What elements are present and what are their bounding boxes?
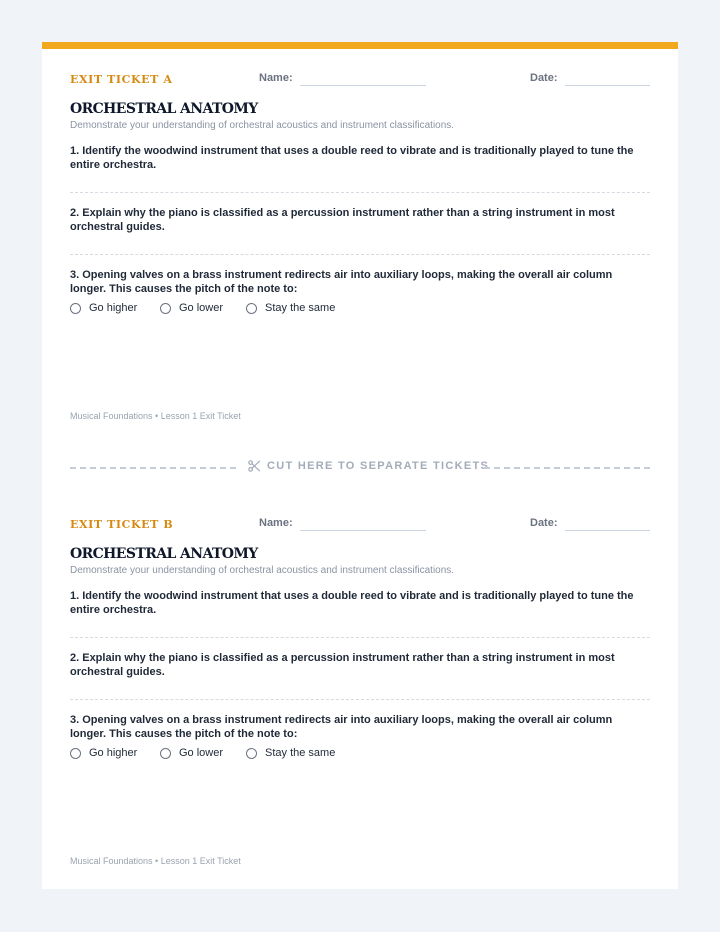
ticket-title: ORCHESTRAL ANATOMY bbox=[70, 546, 258, 562]
answer-divider bbox=[70, 699, 650, 700]
answer-divider bbox=[70, 254, 650, 255]
ticket-footer: Musical Foundations • Lesson 1 Exit Ticket bbox=[70, 856, 241, 866]
radio-button[interactable] bbox=[70, 303, 81, 314]
option-go-lower[interactable] bbox=[160, 302, 223, 314]
ticket-title: ORCHESTRAL ANATOMY bbox=[70, 101, 258, 117]
option-go-lower[interactable] bbox=[160, 747, 223, 759]
option-label: Go lower bbox=[179, 302, 224, 314]
question-2: 2. Explain why the piano is classified as a percussion instrument rather than a string instrument in most orchestral guides. bbox=[70, 652, 615, 678]
radio-button[interactable] bbox=[160, 748, 171, 759]
question-3: 3. Opening valves on a brass instrument redirects air into auxiliary loops, making the overall air column longer. This causes the pitch of the note to: bbox=[70, 714, 613, 740]
option-stay-the-same[interactable] bbox=[246, 747, 335, 759]
ticket-subtitle: Demonstrate your understanding of orchestral acoustics and instrument classifications. bbox=[70, 120, 455, 131]
scissors-icon bbox=[248, 460, 260, 472]
option-label: Stay the same bbox=[265, 302, 336, 314]
ticket-subtitle: Demonstrate your understanding of orchestral acoustics and instrument classifications. bbox=[70, 565, 455, 576]
option-stay-the-same[interactable] bbox=[246, 302, 335, 314]
question-1: 1. Identify the woodwind instrument that uses a double reed to vibrate and is traditionally played to tune the entire orchestra. bbox=[70, 145, 634, 171]
cut-text: CUT HERE TO SEPARATE TICKETS bbox=[267, 460, 490, 472]
question-2: 2. Explain why the piano is classified as a percussion instrument rather than a string instrument in most orchestral guides. bbox=[70, 207, 615, 233]
option-label: Go lower bbox=[179, 747, 224, 759]
name-label: Name: bbox=[259, 517, 293, 529]
option-label: Stay the same bbox=[265, 747, 336, 759]
ticket-header bbox=[70, 515, 650, 533]
ticket-label: EXIT TICKET A bbox=[70, 73, 173, 86]
question-3: 3. Opening valves on a brass instrument redirects air into auxiliary loops, making the overall air column longer. This causes the pitch of the note to: bbox=[70, 269, 613, 295]
date-label: Date: bbox=[530, 72, 558, 84]
radio-button[interactable] bbox=[160, 303, 171, 314]
cut-line bbox=[70, 460, 650, 474]
answer-divider bbox=[70, 192, 650, 193]
answer-divider bbox=[70, 637, 650, 638]
ticket-header bbox=[70, 70, 650, 88]
option-label: Go higher bbox=[89, 302, 138, 314]
ticket-footer: Musical Foundations • Lesson 1 Exit Ticket bbox=[70, 411, 241, 421]
cut-dash-left bbox=[70, 467, 236, 469]
name-field[interactable] bbox=[300, 530, 426, 531]
date-field[interactable] bbox=[565, 530, 650, 531]
date-field[interactable] bbox=[565, 85, 650, 86]
answer-options bbox=[70, 747, 650, 761]
date-label: Date: bbox=[530, 517, 558, 529]
name-label: Name: bbox=[259, 72, 293, 84]
cut-dash-right bbox=[484, 467, 650, 469]
radio-button[interactable] bbox=[246, 303, 257, 314]
cut-label bbox=[248, 460, 489, 472]
worksheet-page bbox=[42, 42, 678, 889]
exit-ticket-b bbox=[70, 515, 650, 761]
ticket-label: EXIT TICKET B bbox=[70, 518, 174, 531]
exit-ticket-a bbox=[70, 70, 650, 316]
option-go-higher[interactable] bbox=[70, 747, 137, 759]
question-1: 1. Identify the woodwind instrument that uses a double reed to vibrate and is traditionally played to tune the entire orchestra. bbox=[70, 590, 634, 616]
radio-button[interactable] bbox=[246, 748, 257, 759]
option-go-higher[interactable] bbox=[70, 302, 137, 314]
answer-options bbox=[70, 302, 650, 316]
name-field[interactable] bbox=[300, 85, 426, 86]
option-label: Go higher bbox=[89, 747, 138, 759]
radio-button[interactable] bbox=[70, 748, 81, 759]
